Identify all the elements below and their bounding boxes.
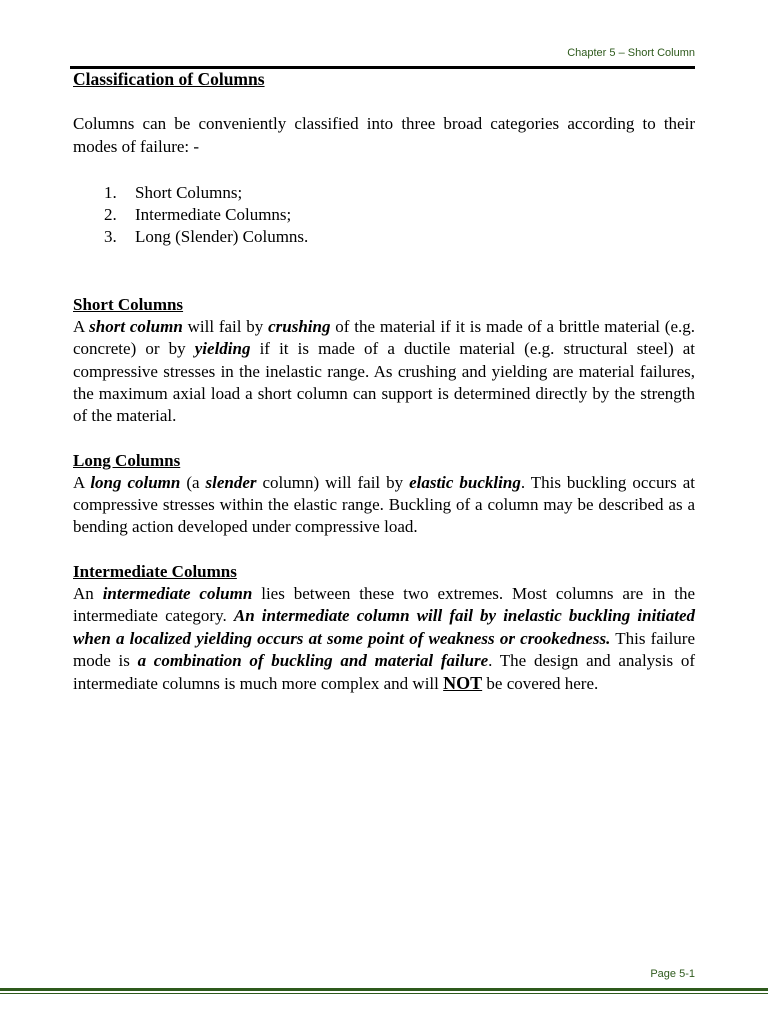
term-combination: a combination of buckling and material failure	[137, 650, 489, 670]
classification-heading: Classification of Columns	[73, 69, 265, 89]
text-run: An	[73, 584, 103, 604]
column-types-list	[73, 182, 695, 249]
text-run: (a	[180, 472, 206, 492]
list-number: 2.	[104, 205, 117, 225]
running-header: Chapter 5 – Short Column	[567, 47, 695, 59]
spacer	[73, 249, 695, 294]
text-run: A	[73, 317, 90, 337]
footer-rule	[0, 988, 768, 991]
text-run: This failure mode is	[73, 628, 695, 670]
page-number: Page 5-1	[650, 968, 695, 980]
spacer	[73, 90, 695, 113]
list-text: Intermediate Columns;	[135, 205, 292, 225]
term-intermediate-column: intermediate column	[102, 584, 253, 604]
text-run: if it is made of a ductile material (e.g. structural steel) at compressive stresses in the inelastic range. As crushing and yielding are material failures, the maximum axial load a short column can support is determined directly by the strength of the material.	[73, 339, 695, 426]
page-content	[73, 68, 695, 696]
term-elastic-buckling: elastic buckling	[409, 472, 521, 492]
list-text: Short Columns;	[135, 182, 243, 202]
term-crushing: crushing	[268, 317, 331, 337]
intermediate-columns-heading: Intermediate Columns	[73, 561, 237, 581]
short-columns-paragraph	[73, 316, 695, 427]
footer-rule-thin	[0, 993, 768, 994]
term-long-column: long column	[90, 472, 181, 492]
term-slender: slender	[205, 472, 257, 492]
intermediate-columns-paragraph	[73, 583, 695, 695]
text-run: will fail by	[182, 317, 269, 337]
list-item	[73, 204, 695, 226]
list-item	[73, 226, 695, 248]
text-run: . This buckling occurs at compressive stresses within the elastic range. Buckling of a column may be described as a bending action developed under compressive load.	[73, 472, 695, 537]
list-item	[73, 182, 695, 204]
spacer	[73, 539, 695, 561]
list-text: Long (Slender) Columns.	[135, 227, 309, 247]
emphasis-not: NOT	[443, 673, 483, 694]
text-run: be covered here.	[482, 674, 599, 694]
term-short-column: short column	[89, 317, 183, 337]
text-run: lies between these two extremes. Most columns are in the intermediate category.	[73, 584, 695, 626]
term-yielding: yielding	[194, 339, 251, 359]
classification-intro: Columns can be conveniently classified into three broad categories according to their modes of failure: -	[73, 114, 695, 156]
list-number: 1.	[104, 182, 117, 202]
intermediate-failure-sentence: An intermediate column will fail by inelastic buckling initiated when a localized yielding occurs at some point of weakness or crookedness.	[73, 606, 696, 648]
list-number: 3.	[104, 227, 117, 247]
long-columns-heading: Long Columns	[73, 450, 181, 470]
text-run: of the material if it is made of a brittle material (e.g. concrete) or by	[73, 317, 696, 359]
text-run: A	[73, 472, 91, 492]
spacer	[73, 158, 695, 182]
text-run: column) will fail by	[256, 472, 410, 492]
long-columns-paragraph	[73, 472, 695, 539]
spacer	[73, 428, 695, 450]
text-run: . The design and analysis of intermediate columns is much more complex and will	[73, 650, 696, 694]
short-columns-heading: Short Columns	[73, 294, 184, 314]
